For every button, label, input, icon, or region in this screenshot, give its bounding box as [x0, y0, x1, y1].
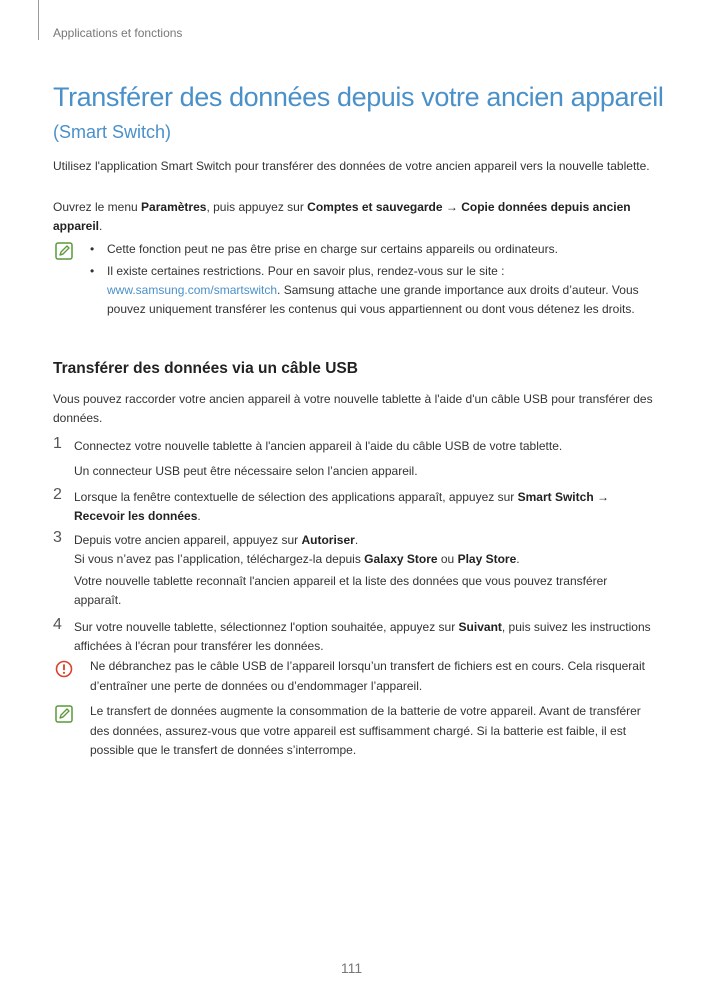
section-heading: Transférer des données via un câble USB — [53, 360, 358, 377]
step-3: 3 Depuis votre ancien appareil, appuyez sur Autoriser. Si vous n’avez pas l’application, téléchargez-la depuis Galaxy Store ou Play Store. Votre nouvelle tablette reconnaît l'ancien appareil et la liste des données que vous pouvez transférer apparaît. — [53, 529, 608, 607]
step-4: 4 Sur votre nouvelle tablette, sélectionnez l'option souhaitée, appuyez sur Suivant, puis suivez les instructions affichées à l'écran pour transférer les données. — [53, 616, 651, 653]
page-subtitle: (Smart Switch) — [53, 122, 172, 142]
battery-note: Le transfert de données augmente la consommation de la batterie de votre appareil. Avant de transférer des données, assurez-vous que votre appareil est suffisamment chargé. Si la batterie est faible, il est possible que le transfert de données s’interrompe. — [90, 704, 641, 757]
step-2: 2 Lorsque la fenêtre contextuelle de sélection des applications apparaît, appuyez sur Smart Switch → Recevoir les données. — [53, 486, 609, 523]
page-number: 111 — [340, 960, 363, 976]
caution-exclamation-icon — [55, 660, 73, 678]
step-number: 2 — [53, 486, 62, 503]
page-title: Transférer des données depuis votre ancien appareil — [53, 82, 664, 112]
menu-path-paragraph: Ouvrez le menu Paramètres, puis appuyez sur Comptes et sauvegarde → Copie données depuis ancien appareil. — [53, 200, 631, 233]
step-number: 3 — [53, 529, 62, 546]
note-bullet: • Cette fonction peut ne pas être prise en charge sur certains appareils ou ordinateurs. — [90, 240, 652, 259]
step-number: 4 — [53, 616, 62, 633]
intro-paragraph: Utilisez l'application Smart Switch pour transférer des données de votre ancien appareil vers la nouvelle tablette. — [53, 159, 650, 173]
step-number: 1 — [53, 435, 62, 452]
note-list — [90, 240, 652, 322]
note-pencil-icon — [55, 705, 73, 723]
running-header: Applications et fonctions — [53, 26, 183, 40]
note-pencil-icon — [55, 242, 73, 260]
section-intro: Vous pouvez raccorder votre ancien appareil à votre nouvelle tablette à l'aide d'un câble USB pour transférer des données. — [53, 392, 653, 425]
step-1: 1 Connectez votre nouvelle tablette à l'ancien appareil à l'aide du câble USB de votre tablette. Un connecteur USB peut être nécessaire selon l’ancien appareil. — [53, 435, 563, 478]
caution-note: Ne débranchez pas le câble USB de l’appareil lorsqu’un transfert de fichiers est en cours. Cela risquerait d’entraîner une perte de données ou d’endommager l’appareil. — [90, 659, 645, 693]
note-bullet: • Il existe certaines restrictions. Pour en savoir plus, rendez-vous sur le site : www.samsung.com/smartswitch. Samsung attache une grande importance aux droits d’auteur. Vous pouvez uniquement transférer les contenus qui vous appartiennent ou dont vous détenez les droits. — [90, 262, 652, 319]
smartswitch-link[interactable]: www.samsung.com/smartswitch — [107, 283, 278, 297]
margin-rule — [38, 0, 39, 40]
